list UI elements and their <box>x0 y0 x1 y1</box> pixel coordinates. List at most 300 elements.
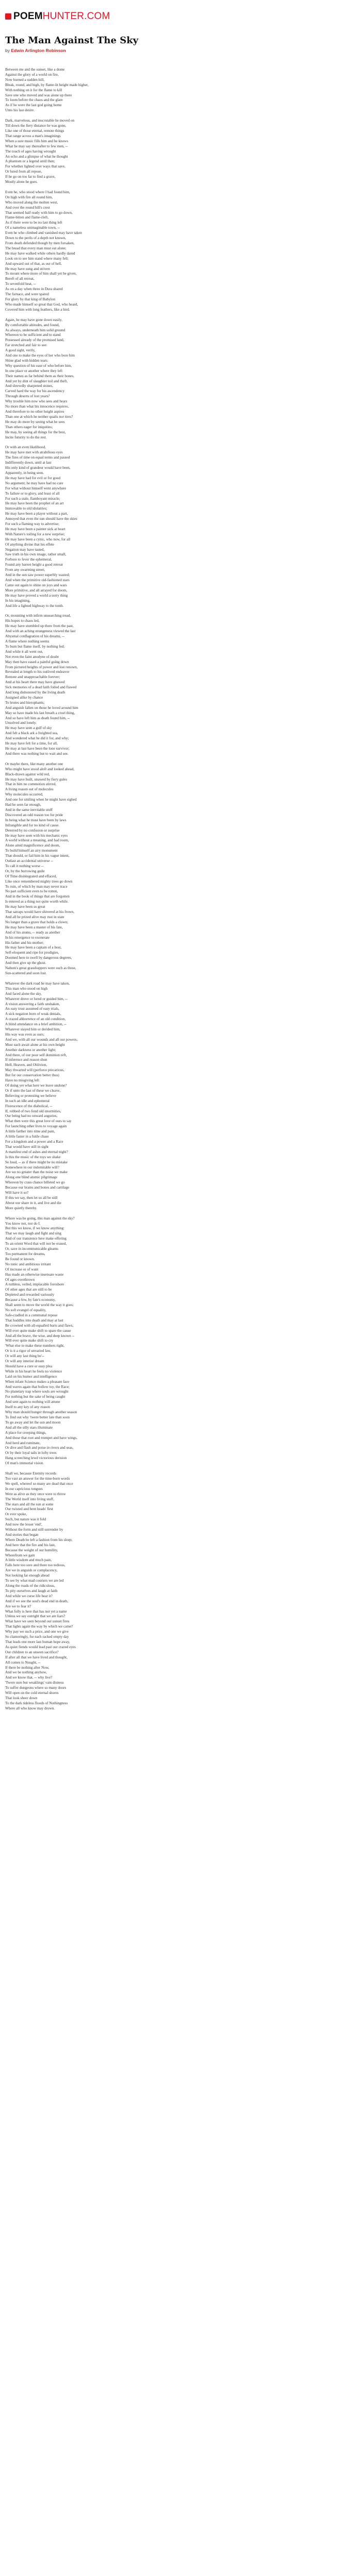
poem-line: A place for creeping things, <box>5 1430 46 1435</box>
poem-line: Bleak, round, and high, by flame-lit height made higher, <box>5 82 89 87</box>
poem-line: Or by their loyal tails in lofty trees <box>5 1451 57 1455</box>
poem-line: Flame-bitten and flame-cleft, <box>5 215 49 220</box>
poem-line: And in the same inevitable stuff <box>5 807 53 812</box>
poem-line: Will ever quite make shift to spare the cause <box>5 1328 71 1333</box>
poem-line: And shrewdly sharpened stones, <box>5 384 54 388</box>
poem-line: He may have been a player without a part, <box>5 512 68 516</box>
poem-line: Will have it so? <box>5 1191 29 1195</box>
poem-line: Against the glory of a world on fire, <box>5 72 59 77</box>
poem-line: Between me and the sunset, like a dome <box>5 67 65 72</box>
poem-stanza <box>5 318 356 440</box>
poem-line: And all the brave, the wise, and deep known -- <box>5 1333 75 1338</box>
poem-line: Even he, who stood where I had found him, <box>5 190 70 194</box>
poem-line: May thwarted will (perforce precarious, <box>5 1068 64 1073</box>
poem-line: Of Time disintegrated and effaced, <box>5 874 57 878</box>
poem-line: Why molecules occurred, <box>5 792 43 797</box>
poem-line: His way was even as ours; <box>5 1032 45 1037</box>
poem-line: A blind attendance on a brief ambition, -- <box>5 1022 67 1027</box>
poem-line: And there, of our poor self dominion reft, <box>5 1053 67 1057</box>
poem-line: For nothing but the sake of being caught <box>5 1395 65 1399</box>
poem-line: This man who stood on high <box>5 986 48 991</box>
poem-line: Such, but nature was it fold <box>5 1517 46 1522</box>
poem-line: And herd and ruminate, <box>5 1440 41 1445</box>
poem-line: And if we see the soul's dead end in death, <box>5 1599 69 1603</box>
poem-line: For what without himself went anywhere <box>5 486 67 490</box>
poem-line: He may have proved a world a sorry thing <box>5 593 68 598</box>
poem-line: And felt a black ark a freighted sea, <box>5 731 58 736</box>
poem-line: No planetary trap where souls are wrought <box>5 1389 69 1394</box>
poem-line: Than one at which he neither quails nor tires? <box>5 414 73 419</box>
poem-line: That would have still in sight <box>5 1144 49 1149</box>
poem-line: And when the primitive old-fashioned stars <box>5 578 70 582</box>
poem-line: Who made himself so great that God, who heard, <box>5 302 78 307</box>
poem-line: Laid on his humor and intelligence <box>5 1374 57 1379</box>
poem-line: Who might have stood aloft and looked ahead, <box>5 767 75 771</box>
poem-line: In our capricious tongues <box>5 1486 43 1491</box>
poem-line: To an orient Word that will not be erased, <box>5 1242 67 1246</box>
poem-line: And therefore to no other height aspires <box>5 410 64 414</box>
poem-line: If, robbed of two fond old enormities, <box>5 1109 61 1113</box>
poem-line: Alone amid magnificence and doom, <box>5 843 60 848</box>
poem-line: In his imagining, <box>5 598 30 603</box>
poem-line: But for our conservation better thus) <box>5 1073 59 1078</box>
poem-line: An echo and a glimpse of what he thought <box>5 154 68 159</box>
poem-line: Forbore to fever the ephemeral, <box>5 557 52 562</box>
poem-line: Of man's immortal vision. <box>5 1461 44 1466</box>
poem-line: As if there were to be no last thing left <box>5 221 62 225</box>
poem-line: Whatever drove or lured or guided him, -- <box>5 996 68 1001</box>
poem-line: His only kind of grandeur would have been, <box>5 466 71 470</box>
poem-line: From any swarming street, <box>5 568 45 572</box>
poem-line: Or, by the burrowing guile <box>5 869 45 873</box>
poem-line: And one to make the eyes of her who bore him <box>5 353 75 358</box>
poem-line: Of anything divine that his effete <box>5 542 55 547</box>
poem-line: Sun-scattered and soon lost. <box>5 971 47 975</box>
poem-line: A crazed abhorrence of an old condition, <box>5 1017 66 1022</box>
poem-line: He may have been so great <box>5 905 45 909</box>
poem-line: In his emergence to exonerate <box>5 935 50 940</box>
poem-line: In such an idle and ephemeral <box>5 1098 50 1103</box>
poem-line: Or with an even likelihood, <box>5 445 46 450</box>
poem-line: He may have been a captain of a host, <box>5 945 62 950</box>
poem-line: To go away and let the sun and moon <box>5 1420 61 1425</box>
poem-line: For such a flaming way to advertise; <box>5 522 59 527</box>
poem-line: And we know that, -- why live? <box>5 1675 53 1680</box>
poem-line: Will ever quite make shift to cry <box>5 1338 54 1343</box>
poem-line: The bread that every man must eat alone; <box>5 246 67 250</box>
poem-line: May so have made his last breath a cruel thing, <box>5 710 75 715</box>
poem-line: And in the sun saw power superbly wasted; <box>5 573 70 578</box>
poem-line: If he go on too far to find a grave, <box>5 175 56 179</box>
poem-line: And of our transience here make offering <box>5 1236 67 1241</box>
poem-line: A world without a meaning, and had room, <box>5 838 69 843</box>
poem-line: The stars and all the sun at some <box>5 1502 54 1506</box>
poem-line: Whatever the dark road he may have taken, <box>5 981 70 986</box>
poem-line: For launching other lives to voyage again <box>5 1124 67 1129</box>
poem-line: An easy trust assumed of easy trials, <box>5 1007 59 1011</box>
poem-header <box>0 35 361 53</box>
poem-line: With nothing on it for the flame to kill <box>5 88 62 92</box>
poem-line: And those that root and trumpet and have wings, <box>5 1435 77 1440</box>
poem-line: He may, by seeing all things for the best, <box>5 430 66 434</box>
poem-line: Had he seen far enough, <box>5 803 41 807</box>
poem-line: Came out again to shine on joys and wars <box>5 583 67 587</box>
poem-line: Revealed at length to his outlived endeavor <box>5 670 70 674</box>
poem-line: So loud, -- as if there might be no mistake <box>5 1160 68 1164</box>
site-logo[interactable] <box>5 11 110 22</box>
poem-line: Abysmal conflagration of his dreams, -- <box>5 634 64 639</box>
poem-line: Hang screeching lewd victorious derision <box>5 1456 67 1461</box>
poem-line: That range across a man's imaginings <box>5 133 61 138</box>
poem-line: Unless we say outright that we are liars? <box>5 1614 65 1619</box>
poem-line: That leads one more last human hope away, <box>5 1639 70 1644</box>
poem-body <box>0 53 361 1711</box>
poem-line: And now the lesser 'end', <box>5 1522 42 1527</box>
poem-line: Or will any interior dream <box>5 1359 44 1364</box>
poem-line: Were as alive as they once were to throw <box>5 1492 66 1496</box>
poem-line: And at his heart there may have gnawed <box>5 680 65 685</box>
poem-line: All comes to Nought, -- <box>5 1660 41 1665</box>
poem-line: Shall seem to move the world the way it goes; <box>5 1303 74 1308</box>
poem-line: Assigned alike by chance <box>5 695 43 700</box>
poem-line: Covered him with long feathers, like a bird. <box>5 307 70 312</box>
poem-line: Our being had no onward auguries, <box>5 1114 58 1118</box>
poem-line: He may have seen a gulf of sky <box>5 726 52 731</box>
poem-line: Apparently, in being seen. <box>5 470 44 475</box>
poem-line: That look sheer down <box>5 1696 38 1700</box>
poem-line: Or is it a rigor of unvaried law, <box>5 1349 51 1353</box>
poem-line: Safe-cradled in a communal repose <box>5 1313 58 1317</box>
site-header <box>0 0 361 33</box>
poem-line: And one for smiling when he might have sighed <box>5 798 77 802</box>
poem-line: Why pay we such a price, and one we give <box>5 1630 69 1634</box>
poem-line: To failure or to glory, and least of all <box>5 491 60 496</box>
poem-line: And we, with all our wounds and all our powers, <box>5 1037 78 1042</box>
poem-line: To ruin, of which by man may never trace <box>5 884 68 889</box>
poem-line: And of his atoms, -- ready as another <box>5 930 60 935</box>
poem-line: Far stretched and fair to see: <box>5 343 47 348</box>
poem-stanza <box>5 762 356 976</box>
poem-line: The World itself into living stuff, <box>5 1497 54 1501</box>
poem-line: From death defended though by men forsaken, <box>5 241 75 245</box>
poem-line: Sick memories of a dead faith foiled and flawed <box>5 685 77 690</box>
poem-line: Mostly alone he goes. <box>5 180 38 184</box>
poem-stanza <box>5 190 356 313</box>
poem-line: Look on to see him stand where many fell; <box>5 256 69 261</box>
poem-line: Because a few, by fate's economy, <box>5 1298 56 1302</box>
poem-line: Self-eloquent and ripe for prodigies, <box>5 951 59 955</box>
poem-line: Than others eager for iniquities; <box>5 425 53 429</box>
poem-line: To see by what mad couriers we are led <box>5 1579 64 1583</box>
poem-line: That huddles into death and may at last <box>5 1318 63 1323</box>
poem-line: Be crowned with all-equalled hurts and flaws, <box>5 1323 74 1328</box>
poem-line: To burn but flame itself, by nothing fed; <box>5 644 65 649</box>
poem-line: And in the book of things that are forgotten <box>5 894 70 899</box>
poem-line: No part sufficient even to be rotten, <box>5 889 58 894</box>
poem-line: Our twisted and bent heads' first <box>5 1507 53 1512</box>
poem-line: And sent again to nothing will attune <box>5 1400 60 1404</box>
poem-line: Shine glad with hidden tears. <box>5 358 48 363</box>
poem-line: And stories that began <box>5 1532 39 1537</box>
poem-line: Infrangible and for no kind of cause. <box>5 823 60 827</box>
poem-line: To build himself an airy monument <box>5 849 58 853</box>
poem-line: Should have a cure or easy plea <box>5 1364 53 1368</box>
poem-line: He may have been a painter sick at heart <box>5 527 65 531</box>
poem-line: He may have felt for a time, for all, <box>5 741 58 746</box>
poem-line: Of doing yet what here we leave undone? <box>5 1083 67 1088</box>
poem-line: Deterred by no confusion or surprise <box>5 828 60 833</box>
poem-line: Another darkness or another light; <box>5 1047 56 1052</box>
poem-line: Is this the music of the toys we shake <box>5 1155 61 1159</box>
poem-line: Discovered an odd reason too for pride <box>5 812 63 817</box>
poem-line: When infant Science makes a pleasant face <box>5 1379 70 1384</box>
poem-line: Or, save in incommunicable gleams <box>5 1247 58 1251</box>
poem-line: Negation may have tasted, <box>5 547 45 552</box>
poem-line: And so have left him as death found him, -- <box>5 716 70 720</box>
poem-line: For whether lighted over ways that save, <box>5 164 65 169</box>
poem-line: And we be nothing anyhow, <box>5 1670 47 1675</box>
poem-line: Wherefrom we gain <box>5 1553 35 1557</box>
poem-line: Of other ages that are still to be <box>5 1287 52 1292</box>
poem-line: A little faster in a futile chase <box>5 1134 49 1139</box>
poem-line: Because the weight of our humility, <box>5 1548 58 1552</box>
poem-line: Found any barren height a good retreat <box>5 563 63 567</box>
poem-line: Must each await alone at his own height <box>5 1042 65 1047</box>
poem-line: You know not, nor do I. <box>5 1221 41 1226</box>
logo-ext: HUNTER.COM <box>42 11 110 22</box>
poem-line: He may have seen with his mechanic eyes <box>5 833 68 838</box>
poem-line: Of a nameless unimaginable town, -- <box>5 226 60 230</box>
poem-line: No longer than a grave that holds a clown; <box>5 920 69 924</box>
poem-line: That lights again the way by which we came? <box>5 1624 73 1629</box>
poem-line: Possessed already of the promised land, <box>5 338 64 343</box>
poem-line: Because our brains and bones and cartilage <box>5 1185 70 1190</box>
poem-stanza <box>5 67 356 113</box>
poem-line: A little wisdom and much pain, <box>5 1558 52 1563</box>
poem-line: A phantom or a legend until then; <box>5 159 55 164</box>
poem-line: What then were this great love of ours to say <box>5 1119 72 1124</box>
poem-line: Till down the fiery distance he was gone, <box>5 124 67 128</box>
poem-line: Remote and unapproachable forever; <box>5 675 60 680</box>
poem-line: Even he who climbed and vanished may have taken <box>5 231 82 235</box>
poem-line: No tonic and ambitious irritant <box>5 1262 51 1266</box>
poem-line: And waves again that hollow toy, the Race; <box>5 1384 70 1389</box>
poem-line: Unto his last desire. <box>5 108 35 113</box>
poem-line: What he may say thereafter to few men, -- <box>5 144 68 148</box>
poem-line: Whatever stayed him or derided him, <box>5 1027 60 1032</box>
poem-line: A manifest end of ashes and eternal night? <box>5 1149 68 1154</box>
poem-stanza <box>5 445 356 608</box>
poem-line: That satraps would have shivered at his frown, <box>5 910 75 914</box>
poem-line: To find out why 'twere better late than soon <box>5 1415 70 1419</box>
poem-line: And all the silly stars illuminate <box>5 1425 53 1430</box>
poem-line: Too vast an answer for the time-born words <box>5 1476 70 1481</box>
poem-line: From pictured heights of power and lost renown, <box>5 665 78 669</box>
poem-line: We spell, whereof so many are dead that once <box>5 1481 73 1486</box>
poem-line: Without the form and still surrender by <box>5 1528 63 1532</box>
poem-line: And faced alone the sky, <box>5 991 42 996</box>
poem-line: And while it all went out, <box>5 649 43 654</box>
poem-line: Be found or known. <box>5 1257 35 1261</box>
poem-line: Along one blind atomic pilgrimage <box>5 1175 58 1180</box>
poem-line: To sevenfold heat, -- <box>5 282 36 286</box>
poem-line: Where all who know may drown. <box>5 1706 55 1710</box>
poem-line: And anguish fallen on those he loved around him <box>5 705 78 710</box>
poem-line: Believing or protesting we believe <box>5 1093 57 1098</box>
poem-line: Bereft of all retreat, <box>5 277 35 281</box>
poem-line: Has made an otherwise insensate waste <box>5 1272 64 1277</box>
poem-line: While in his heart he feels no violence <box>5 1369 62 1374</box>
poem-line: To the dark tideless floods of Nothingness <box>5 1701 68 1705</box>
poem-line: What folly is here that has not yet a name <box>5 1609 67 1614</box>
poem-line: The furnace, and were spared <box>5 292 49 297</box>
poem-line: For a kingdom and a power and a Race <box>5 1139 63 1144</box>
poem-stanza <box>5 118 356 185</box>
poem-line: And then give up the ghost. <box>5 961 46 965</box>
poem-line: If inference and reason shun <box>5 1058 47 1062</box>
poem-line: But this we know, if we know anything: <box>5 1226 64 1231</box>
poem-line: Or, mounting with infirm unsearching tread, <box>5 614 71 618</box>
poem-line: Where Death he left a fashion from his sleep; <box>5 1537 73 1542</box>
poem-line: Nahum's great grasshoppers were such as these, <box>5 966 76 971</box>
poem-line: Or will any last thing be'-- <box>5 1354 44 1359</box>
poem-line: Are we in anguish or complacency, <box>5 1568 58 1573</box>
poem-line: If this we say, then let us all be still <box>5 1195 58 1200</box>
poem-line: If after all that we have lived and thought, <box>5 1655 68 1659</box>
poem-line: Like one of those eternal, remote things <box>5 128 64 133</box>
poem-line: In being what he must have been by laws <box>5 818 67 822</box>
poem-line: Itself to any key of any reason <box>5 1405 51 1410</box>
poem-line: Who moved along the molten west, <box>5 200 58 205</box>
poem-line: And yet by dint of slaughter toil and theft, <box>5 379 68 383</box>
poem-line: He may do more by seeing what he sees <box>5 419 65 424</box>
poem-line: For such a stale, flamboyant miracle; <box>5 496 60 501</box>
poem-line: Depleted and rewarded variously <box>5 1293 55 1297</box>
logo-mark-icon <box>5 13 11 20</box>
poem-stanza <box>5 981 356 1211</box>
poem-line: Of ages overthrown <box>5 1277 35 1282</box>
poem-line: And all he prized alive may rust in state <box>5 915 64 919</box>
poem-line: Is entered as a thing not quite worth while. <box>5 900 69 904</box>
poem-line: That should, or fail him in his vague intent, <box>5 854 70 858</box>
poem-line: He may at last have been the lone survivor; <box>5 747 70 751</box>
poem-line: About our share in it, and live and die <box>5 1200 61 1205</box>
poem-line: A flame where nothing seems <box>5 639 50 643</box>
poem-line: He may have been a cynic, who now, for all <box>5 537 71 541</box>
poem-line: Immovable to old idolatries; <box>5 506 47 511</box>
poem-line: A vision answering a faith unshaken, <box>5 1002 60 1006</box>
poem-line: Will open on the cold eternal shores <box>5 1691 59 1696</box>
poem-line: Why question of his ease of who before him, <box>5 363 72 368</box>
poem-stanza <box>5 1216 356 1466</box>
poem-line: On high with fire all round him, <box>5 195 53 199</box>
poem-line: No argument; he may have had no care <box>5 481 63 485</box>
poem-line: Not even the faint anodyne of doubt <box>5 654 59 659</box>
poem-line: His hopes to chaos led, <box>5 619 40 623</box>
poem-line: Or maybe there, like many another one <box>5 761 63 766</box>
poem-line: To brutes and hierophants; <box>5 700 45 705</box>
poem-line: And while we curse life bear it? <box>5 1594 53 1598</box>
poem-line: And over the round hill's crest <box>5 205 50 210</box>
poem-line: 'Twere sure but weaklings' vain distress <box>5 1681 64 1685</box>
poem-line: Indifferently down, until at last <box>5 461 52 465</box>
poem-line: Falls here too sore and there too tedious, <box>5 1563 65 1568</box>
poem-line: Black-drawn against wild red, <box>5 772 50 776</box>
poem-line: Incite futurity to do the rest. <box>5 435 47 439</box>
poem-line: A living reason out of molecules <box>5 787 54 792</box>
poem-line: He may have been a master of his fate, <box>5 925 63 929</box>
poem-line: Where was he going, this man against the sky? <box>5 1216 75 1221</box>
poem-line: Whereon to be sufficient and to stand <box>5 333 61 337</box>
poem-line: 'What else to make these numbers right, <box>5 1344 64 1348</box>
poem-line: Through deserts of lost years? <box>5 394 50 399</box>
poem-line: No more than what his innocence requires, <box>5 404 69 409</box>
poem-line: More primitive, and all arrayed for doom, <box>5 588 68 592</box>
poem-line: And there was nothing but to wait and see. <box>5 751 69 756</box>
poem-line: Have no misgiving left <box>5 1078 40 1083</box>
poem-line: He may have sung and striven <box>5 266 50 271</box>
poem-line: And upward out of that, as out of hell, <box>5 261 62 266</box>
poem-line: May then have eased a painful going down <box>5 659 69 664</box>
poem-line: He may have met with atrabilious eyes <box>5 450 63 455</box>
poem-line: Hell, Heaven, and Oblivion, <box>5 1063 47 1067</box>
poem-line: Annoyed that even the sun should have the skies <box>5 517 77 521</box>
poem-line: The fires of time on equal terms and passed <box>5 455 70 460</box>
poem-line: Somewhere in our indomitable will? <box>5 1165 59 1170</box>
poem-line: As if he were the last god going home <box>5 103 62 108</box>
poem-line: More quietly thereby. <box>5 1206 38 1210</box>
poem-line: Whereon by crass chance billeted we go <box>5 1180 65 1185</box>
poem-line: A sick negation born of weak denials, <box>5 1012 61 1016</box>
poem-stanza <box>5 614 356 756</box>
poem-line: His father and his mother; <box>5 940 44 945</box>
poem-line: And long dishonored by the living death <box>5 690 65 695</box>
poem-line: Are we no greater than the noise we make <box>5 1170 68 1175</box>
poem-line: Saw truth in his own image, rather small, <box>5 552 67 557</box>
poem-line: Their names as far behind them as their bones, <box>5 374 74 378</box>
poem-line: Outlast an accidental universe -- <box>5 859 53 863</box>
poem-line: He may have walked while others hardly dared <box>5 251 75 256</box>
poem-line: Carved hard the way for his ascendency <box>5 389 64 394</box>
poem-line: Dark, marvelous, and inscrutable he moved on <box>5 118 75 123</box>
poem-line: Why man should hunger through another season <box>5 1410 77 1415</box>
author-link[interactable]: Edwin Arlington Robinson <box>11 48 66 53</box>
poem-line: Along the roads of the ridiculous, <box>5 1584 55 1588</box>
poem-line: So clamoringly, for each racked empty day <box>5 1635 69 1639</box>
poem-line: That we may laugh and fight and sing <box>5 1231 61 1236</box>
poem-line: Now burned a sudden hill, <box>5 77 45 82</box>
poem-line: When a sure music fills him and he knows <box>5 139 69 143</box>
poem-line: And wondered what he did it for, and why; <box>5 736 69 741</box>
poem-line: And with an aching strangeness viewed the last <box>5 629 76 634</box>
poem-line: Are we to fear it? <box>5 1604 31 1608</box>
poem-line: Like once remembered mighty trees go down <box>5 879 73 884</box>
poem-line: That seemed half ready with him to go down, <box>5 210 73 215</box>
poem-line: Unsolved and lonely. <box>5 721 37 725</box>
poem-line: For glory by that king of Babylon <box>5 297 56 301</box>
poem-line: Our children to an unseen sacrifice? <box>5 1650 59 1654</box>
poem-line: Or ever spoke, <box>5 1512 27 1517</box>
poem-line: And here that the fire and his last, <box>5 1543 56 1547</box>
poem-line: A little farther into time and pain, <box>5 1129 55 1134</box>
poem-line: Or if unto the last of these we cleave, <box>5 1088 61 1093</box>
poem-line: In one place or another where they left <box>5 368 63 373</box>
poem-line: He may have built, unawed by fiery gules <box>5 777 68 782</box>
poem-line: Or lured from all repose, <box>5 170 42 174</box>
poem-line: Shall we, because Eternity records <box>5 1471 57 1476</box>
logo-text: POEM <box>13 11 43 22</box>
poem-line: Or dive and flash and poise in rivers and seas, <box>5 1446 74 1450</box>
